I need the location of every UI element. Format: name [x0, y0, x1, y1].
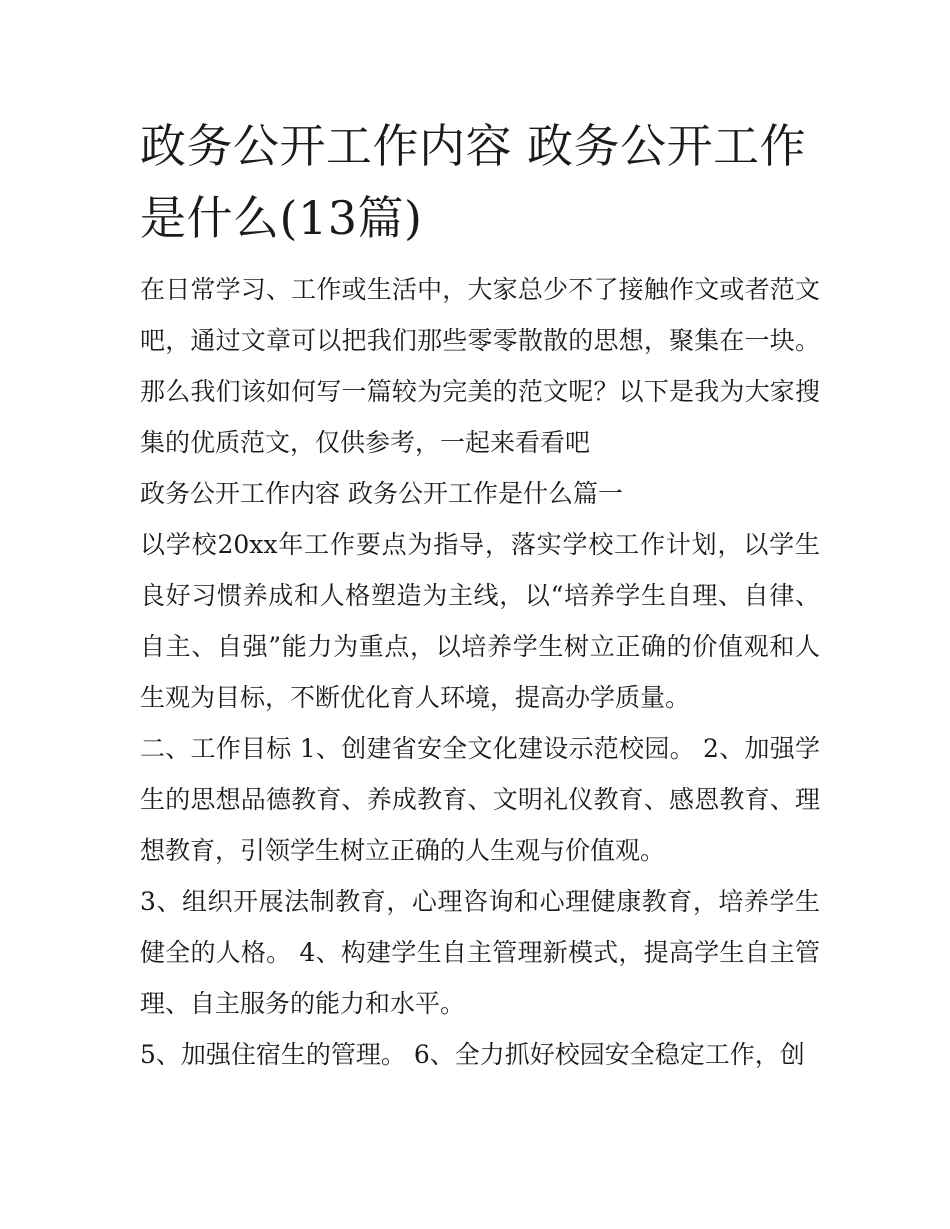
- document-title: 政务公开工作内容 政务公开工作是什么(13篇): [140, 119, 807, 245]
- intro-paragraph: 在日常学习、工作或生活中，大家总少不了接触作文或者范文吧，通过文章可以把我们那些零零散散的思想，聚集在一块。那么我们该如何写一篇较为完美的范文呢？以下是我为大家搜集的优质范文，仅供参考，一起来看看吧: [140, 275, 820, 457]
- section-heading: 政务公开工作内容 政务公开工作是什么篇一: [140, 479, 623, 508]
- document-body: [140, 264, 820, 1080]
- goals-paragraph: 二、工作目标 1、创建省安全文化建设示范校园。 2、加强学生的思想品德教育、养成教育、文明礼仪教育、感恩教育、理想教育，引领学生树立正确的人生观与价值观。: [140, 734, 820, 865]
- guiding-paragraph: 以学校20xx年工作要点为指导，落实学校工作计划，以学生良好习惯养成和人格塑造为主线，以“培养学生自理、自律、自主、自强”能力为重点，以培养学生树立正确的价值观和人生观为目标，不断优化育人环境，提高办学质量。: [140, 530, 820, 712]
- document-page: [140, 110, 820, 1080]
- goals-paragraph-2: 3、组织开展法制教育，心理咨询和心理健康教育，培养学生健全的人格。 4、构建学生自主管理新模式，提高学生自主管理、自主服务的能力和水平。: [140, 887, 820, 1018]
- goals-paragraph-3: 5、加强住宿生的管理。 6、全力抓好校园安全稳定工作，创: [140, 1040, 805, 1069]
